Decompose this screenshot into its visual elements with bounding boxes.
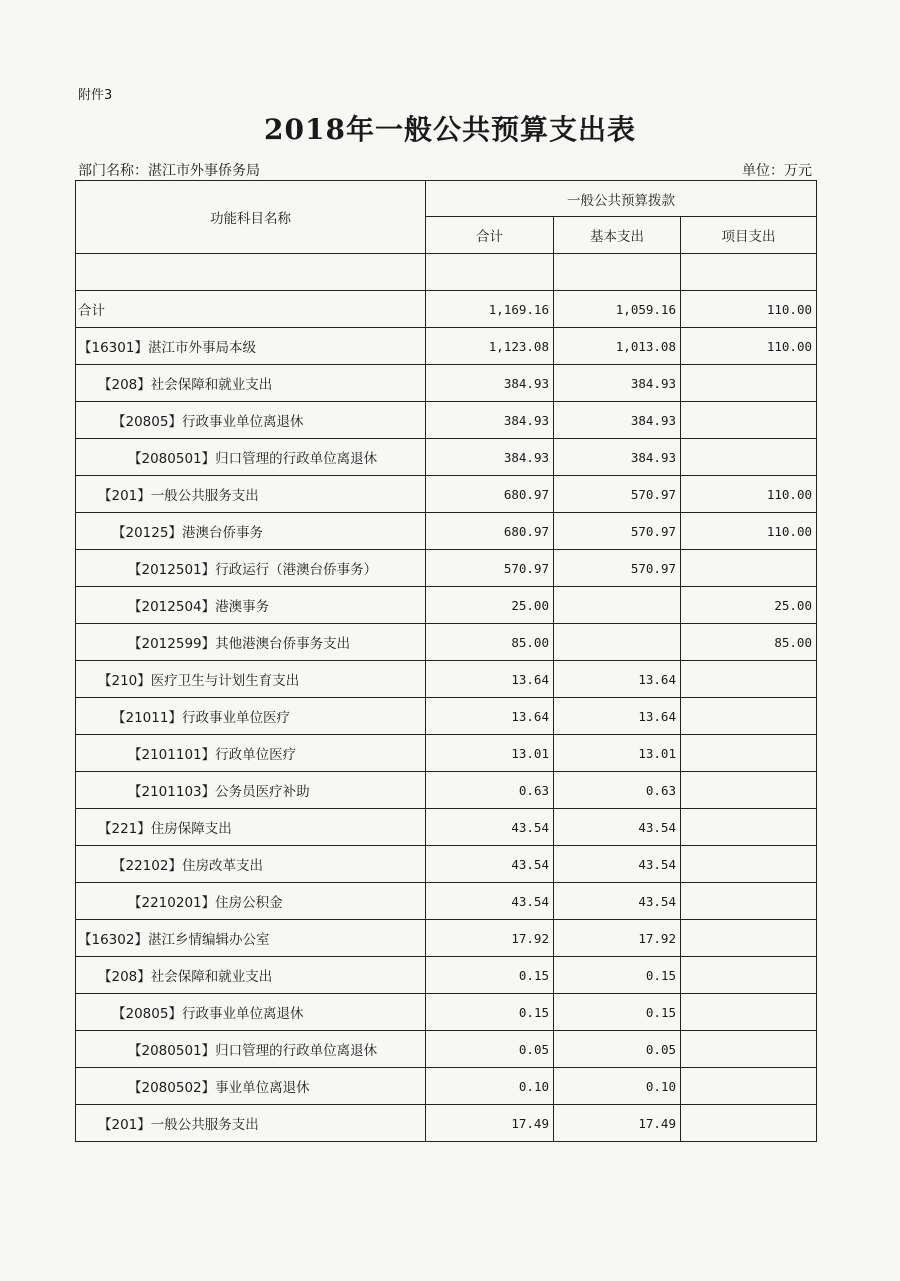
row-project-cell [681,772,817,809]
row-total-cell: 25.00 [426,587,554,624]
row-basic-cell: 43.54 [554,809,681,846]
row-project-cell [681,809,817,846]
row-project-cell: 110.00 [681,513,817,550]
row-total-cell: 43.54 [426,809,554,846]
unit-label: 单位：万元 [742,163,812,179]
header-project: 项目支出 [681,217,817,254]
header-basic: 基本支出 [554,217,681,254]
row-project-cell [681,550,817,587]
row-project-cell: 110.00 [681,476,817,513]
row-basic-cell: 17.49 [554,1105,681,1142]
row-basic-cell [554,587,681,624]
row-basic-cell: 13.01 [554,735,681,772]
row-total-cell: 13.64 [426,661,554,698]
row-name-cell: 【2101101】行政单位医疗 [76,735,426,772]
row-name-cell: 【208】社会保障和就业支出 [76,957,426,994]
table-row [76,735,817,772]
row-project-cell [681,254,817,291]
row-total-cell: 384.93 [426,365,554,402]
row-total-cell: 0.05 [426,1031,554,1068]
row-name-cell: 【20805】行政事业单位离退休 [76,994,426,1031]
table-row [76,550,817,587]
row-total-cell: 13.64 [426,698,554,735]
row-project-cell [681,698,817,735]
row-basic-cell [554,254,681,291]
row-name-cell: 【16302】湛江乡情编辑办公室 [76,920,426,957]
row-basic-cell: 0.10 [554,1068,681,1105]
table-row [76,809,817,846]
row-name-cell: 【208】社会保障和就业支出 [76,365,426,402]
row-total-cell [426,254,554,291]
attachment-label: 附件3 [78,88,113,103]
table-row [76,402,817,439]
row-total-cell: 1,123.08 [426,328,554,365]
row-basic-cell: 384.93 [554,439,681,476]
row-basic-cell: 1,059.16 [554,291,681,328]
table-row [76,254,817,291]
row-name-cell: 【221】住房保障支出 [76,809,426,846]
table-row [76,624,817,661]
row-name-cell: 【21011】行政事业单位医疗 [76,698,426,735]
table-row [76,772,817,809]
row-project-cell [681,735,817,772]
row-project-cell [681,439,817,476]
row-total-cell: 1,169.16 [426,291,554,328]
row-total-cell: 43.54 [426,846,554,883]
header-general-budget: 一般公共预算拨款 [426,181,817,217]
budget-table-body [76,254,817,1142]
row-basic-cell: 0.15 [554,957,681,994]
row-project-cell: 25.00 [681,587,817,624]
table-row [76,476,817,513]
row-basic-cell: 43.54 [554,883,681,920]
row-basic-cell: 0.15 [554,994,681,1031]
row-basic-cell: 570.97 [554,513,681,550]
row-project-cell: 110.00 [681,328,817,365]
row-total-cell: 17.92 [426,920,554,957]
row-total-cell: 680.97 [426,513,554,550]
row-total-cell: 384.93 [426,402,554,439]
row-name-cell [76,254,426,291]
table-row [76,365,817,402]
table-row [76,957,817,994]
table-row [76,698,817,735]
row-total-cell: 85.00 [426,624,554,661]
table-row [76,661,817,698]
header-total: 合计 [426,217,554,254]
row-project-cell [681,920,817,957]
row-name-cell: 【201】一般公共服务支出 [76,1105,426,1142]
row-project-cell [681,1105,817,1142]
row-basic-cell: 1,013.08 [554,328,681,365]
row-basic-cell: 384.93 [554,365,681,402]
row-basic-cell: 13.64 [554,661,681,698]
row-total-cell: 13.01 [426,735,554,772]
row-name-cell: 【2210201】住房公积金 [76,883,426,920]
table-row [76,1031,817,1068]
row-name-cell: 【20805】行政事业单位离退休 [76,402,426,439]
row-name-cell: 【2012599】其他港澳台侨事务支出 [76,624,426,661]
row-project-cell [681,1068,817,1105]
row-total-cell: 0.15 [426,994,554,1031]
row-basic-cell: 570.97 [554,550,681,587]
row-project-cell [681,661,817,698]
row-basic-cell: 570.97 [554,476,681,513]
row-basic-cell: 0.63 [554,772,681,809]
row-name-cell: 【2080501】归口管理的行政单位离退休 [76,1031,426,1068]
row-name-cell: 【210】医疗卫生与计划生育支出 [76,661,426,698]
row-project-cell: 110.00 [681,291,817,328]
table-row [76,439,817,476]
row-total-cell: 384.93 [426,439,554,476]
row-name-cell: 【2012501】行政运行（港澳台侨事务） [76,550,426,587]
row-name-cell: 【20125】港澳台侨事务 [76,513,426,550]
row-basic-cell: 13.64 [554,698,681,735]
row-total-cell: 17.49 [426,1105,554,1142]
row-name-cell: 【2080501】归口管理的行政单位离退休 [76,439,426,476]
row-basic-cell: 0.05 [554,1031,681,1068]
table-row [76,587,817,624]
row-basic-cell: 43.54 [554,846,681,883]
row-project-cell [681,883,817,920]
row-project-cell [681,365,817,402]
budget-table [75,180,817,1142]
row-total-cell: 0.10 [426,1068,554,1105]
document-title: 2018年一般公共预算支出表 [264,113,636,146]
row-name-cell: 【16301】湛江市外事局本级 [76,328,426,365]
row-project-cell [681,994,817,1031]
row-total-cell: 570.97 [426,550,554,587]
table-row [76,291,817,328]
row-name-cell: 【2080502】事业单位离退休 [76,1068,426,1105]
row-basic-cell [554,624,681,661]
department-label: 部门名称：湛江市外事侨务局 [78,163,260,179]
row-name-cell: 【2101103】公务员医疗补助 [76,772,426,809]
table-row [76,846,817,883]
header-function-name: 功能科目名称 [76,181,426,254]
row-name-cell: 【2012504】港澳事务 [76,587,426,624]
table-row [76,1105,817,1142]
table-row [76,883,817,920]
row-project-cell [681,1031,817,1068]
row-total-cell: 0.15 [426,957,554,994]
row-name-cell: 合计 [76,291,426,328]
table-row [76,994,817,1031]
row-basic-cell: 384.93 [554,402,681,439]
row-basic-cell: 17.92 [554,920,681,957]
row-total-cell: 0.63 [426,772,554,809]
row-name-cell: 【22102】住房改革支出 [76,846,426,883]
row-total-cell: 43.54 [426,883,554,920]
row-total-cell: 680.97 [426,476,554,513]
table-row [76,513,817,550]
table-row [76,920,817,957]
row-name-cell: 【201】一般公共服务支出 [76,476,426,513]
table-row [76,1068,817,1105]
row-project-cell [681,402,817,439]
row-project-cell [681,846,817,883]
row-project-cell: 85.00 [681,624,817,661]
row-project-cell [681,957,817,994]
table-row [76,328,817,365]
